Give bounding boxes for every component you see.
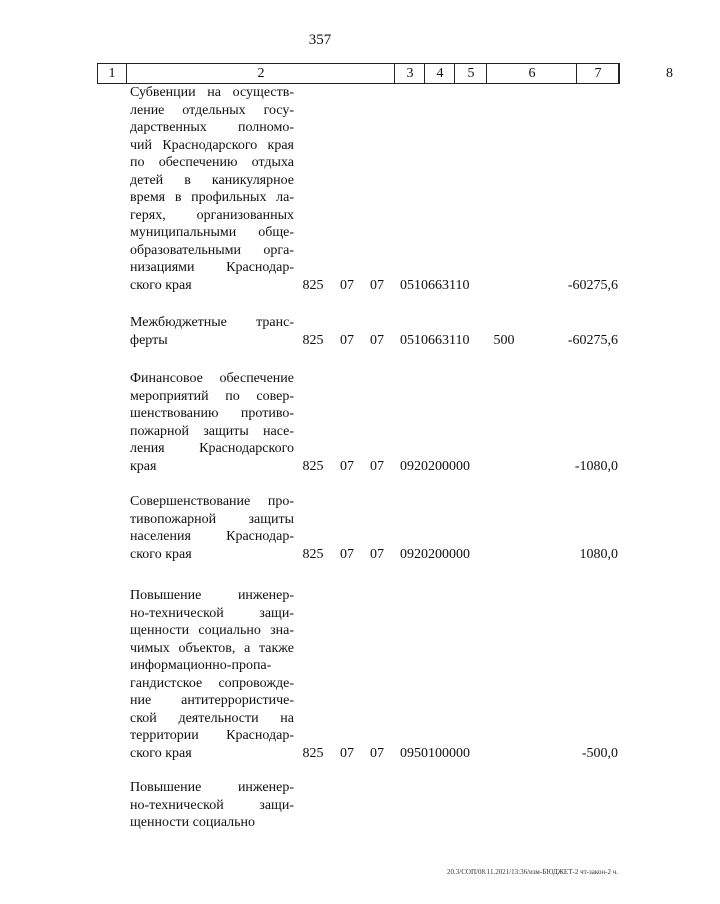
footer-note: 20.3/СОП/08.11.2021/13:36/изм-БЮДЖЕТ-2 чт-закон-2 ч. xyxy=(447,868,618,876)
description-line: Повышение инженер- xyxy=(130,780,294,795)
description-line: ние антитеррористиче- xyxy=(130,693,294,708)
cell-c8: -60275,6 xyxy=(567,277,618,293)
cell-c5: 07 xyxy=(370,332,384,348)
cell-c5: 07 xyxy=(370,546,384,562)
column-header: 7 xyxy=(576,64,619,83)
description-line: Межбюджетные транс- xyxy=(130,315,294,330)
row-description xyxy=(130,314,294,349)
description-line: герях, организованных xyxy=(130,207,294,223)
cell-c3: 825 xyxy=(302,745,324,761)
description-line: Повышение инженер- xyxy=(130,588,294,603)
row-description xyxy=(130,84,294,294)
column-header: 8 xyxy=(618,64,720,83)
cell-c6: 0950100000 xyxy=(400,745,470,761)
description-line: образовательными орга- xyxy=(130,242,294,258)
description-line: Совершенствование про- xyxy=(130,494,294,509)
cell-c4: 07 xyxy=(340,458,354,474)
description-line: дарственных полномо- xyxy=(130,120,294,135)
description-line: пожарной защиты насе- xyxy=(130,423,294,439)
cell-c4: 07 xyxy=(340,745,354,761)
cell-c8: -1080,0 xyxy=(574,458,618,474)
cell-c6: 0510663110 xyxy=(400,332,470,348)
column-header: 4 xyxy=(424,64,455,83)
cell-c3: 825 xyxy=(302,332,324,348)
description-line: ского края xyxy=(130,277,192,293)
cell-c8: -500,0 xyxy=(581,745,618,761)
cell-c5: 07 xyxy=(370,745,384,761)
row-description xyxy=(130,587,294,762)
column-header: 5 xyxy=(454,64,487,83)
cell-c4: 07 xyxy=(340,277,354,293)
description-line: чий Краснодарского края xyxy=(130,137,294,153)
column-header: 2 xyxy=(126,64,395,83)
page-number: 357 xyxy=(308,32,332,48)
cell-c6: 0920200000 xyxy=(400,546,470,562)
description-line: детей в каникулярное xyxy=(130,172,294,188)
cell-c4: 07 xyxy=(340,546,354,562)
description-line: гандистское сопровожде- xyxy=(130,675,294,691)
description-line: края xyxy=(130,458,157,474)
cell-c8: 1080,0 xyxy=(579,546,618,562)
description-line: щенности социально xyxy=(130,815,256,830)
description-line: Субвенции на осуществ- xyxy=(130,85,294,100)
description-line: ление отдельных госу- xyxy=(130,102,294,118)
cell-c3: 825 xyxy=(302,546,324,562)
cell-c5: 07 xyxy=(370,277,384,293)
column-header: 1 xyxy=(108,66,116,81)
description-line: информационно-пропа- xyxy=(130,658,272,673)
description-line: шенствованию противо- xyxy=(130,406,294,421)
description-line: населения Краснодар- xyxy=(130,529,294,544)
cell-c3: 825 xyxy=(302,458,324,474)
description-line: по обеспечению отдыха xyxy=(130,155,294,170)
description-line: муниципальными обще- xyxy=(130,225,294,240)
description-line: время в профильных ла- xyxy=(130,190,294,205)
description-line: низациями Краснодар- xyxy=(130,260,294,275)
cell-c3: 825 xyxy=(302,277,324,293)
cell-c6: 0920200000 xyxy=(400,458,470,474)
description-line: тивопожарной защиты xyxy=(130,511,294,527)
description-line: Финансовое обеспечение xyxy=(130,371,294,386)
description-line: ского края xyxy=(130,745,192,761)
column-header: 6 xyxy=(486,64,577,83)
description-line: территории Краснодар- xyxy=(130,728,294,743)
row-description xyxy=(130,779,294,832)
row-description xyxy=(130,370,294,475)
description-line: ления Краснодарского xyxy=(130,441,294,456)
description-line: мероприятий по совер- xyxy=(130,388,294,404)
description-line: ской деятельности на xyxy=(130,710,294,726)
description-line: ского края xyxy=(130,546,192,562)
description-line: но-технической защи- xyxy=(130,797,294,813)
cell-c7: 500 xyxy=(493,332,515,348)
cell-c5: 07 xyxy=(370,458,384,474)
table-header xyxy=(97,63,673,84)
description-line: ферты xyxy=(130,332,168,348)
column-header: 3 xyxy=(394,64,425,83)
description-line: чимых объектов, а также xyxy=(130,640,294,656)
cell-c8: -60275,6 xyxy=(567,332,618,348)
row-description xyxy=(130,493,294,563)
cell-c4: 07 xyxy=(340,332,354,348)
cell-c6: 0510663110 xyxy=(400,277,470,293)
description-line: но-технической защи- xyxy=(130,605,294,621)
description-line: щенности социально зна- xyxy=(130,623,294,638)
